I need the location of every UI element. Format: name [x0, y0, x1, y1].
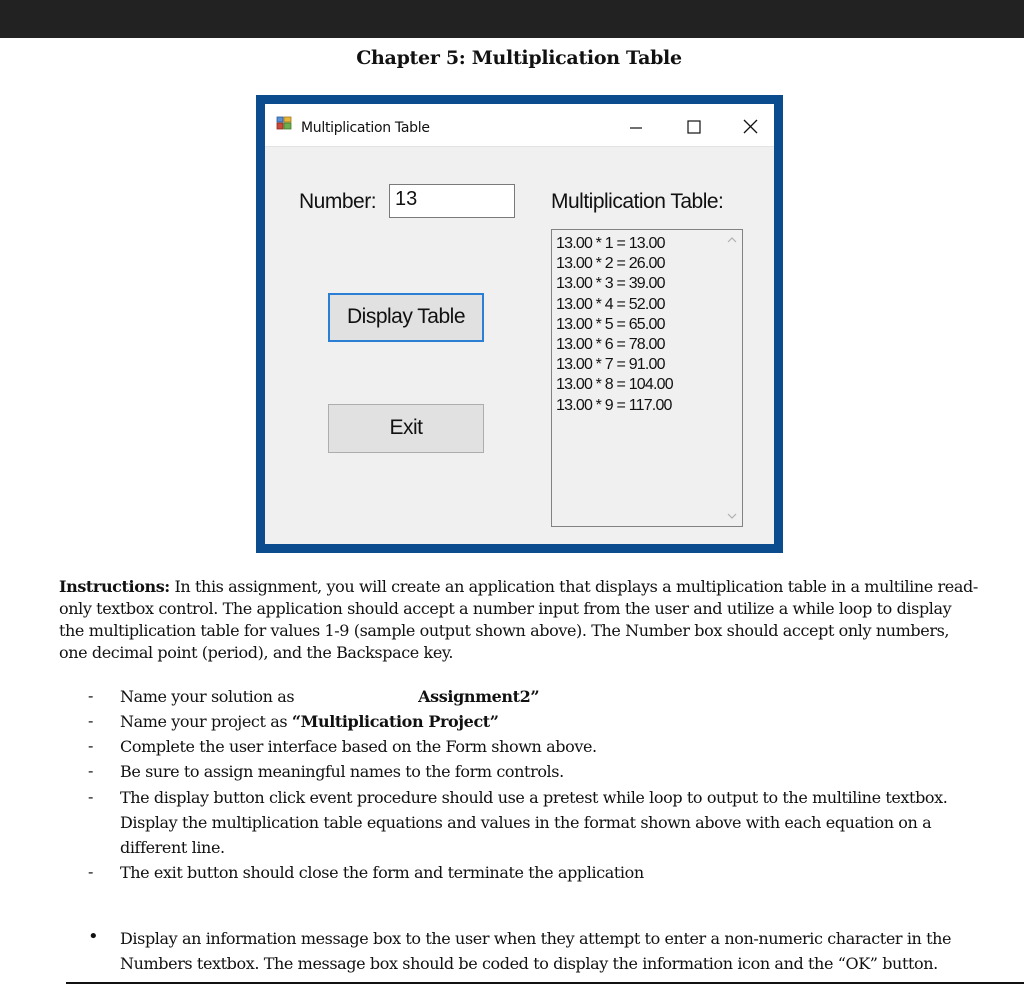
dash-marker: -: [88, 787, 94, 806]
display-table-button[interactable]: Display Table: [328, 293, 484, 342]
requirement-item: The exit button should close the form and terminate the application: [120, 863, 644, 882]
close-icon[interactable]: [736, 114, 766, 140]
bullet-dot: •: [88, 926, 99, 947]
instructions-paragraph: [59, 576, 979, 664]
instructions-body: In this assignment, you will create an application that displays a multiplication table in a multiline read-only textbox control. The application should accept a number input from the user and utilize a while loop to display the multiplication table for values 1-9 (sample output shown above). The Number box should accept only numbers, one decimal point (period), and the Backspace key.: [59, 577, 978, 662]
number-label: Number:: [299, 190, 377, 213]
top-bar: [0, 0, 1024, 38]
output-lines: [556, 234, 673, 416]
output-line: 13.00 * 6 = 78.00: [556, 336, 665, 354]
requirement-item: Complete the user interface based on the Form shown above.: [120, 737, 597, 756]
minimize-icon[interactable]: [621, 114, 651, 140]
output-line: 13.00 * 5 = 65.00: [556, 315, 665, 333]
output-line: 13.00 * 2 = 26.00: [556, 255, 665, 273]
scroll-up-icon[interactable]: [727, 236, 737, 244]
requirement-item: The display button click event procedure should use a pretest while loop to output to the multiline textbox. Display the multiplication table equations and values in the format shown above with each equation on a different line.: [120, 788, 948, 857]
scroll-down-icon[interactable]: [727, 512, 737, 520]
output-line: 13.00 * 3 = 39.00: [556, 275, 665, 293]
instructions-heading: Instructions:: [59, 577, 170, 596]
document-title: Chapter 5: Multiplication Table: [356, 47, 682, 69]
solution-prefix: Name your solution as: [120, 687, 295, 706]
app-icon: [276, 115, 292, 131]
maximize-icon[interactable]: [679, 114, 709, 140]
output-line: 13.00 * 7 = 91.00: [556, 356, 665, 374]
solution-name: Assignment2”: [418, 687, 540, 706]
requirement-solution-name: [120, 684, 990, 709]
dash-marker: -: [88, 711, 94, 730]
bullet-note: Display an information message box to the user when they attempt to enter a non-numeric character in the Numbers textbox. The message box should be coded to display the information icon and the “OK” button.: [120, 929, 952, 973]
number-input[interactable]: 13: [389, 184, 515, 218]
window-title: Multiplication Table: [301, 120, 430, 136]
output-line: 13.00 * 8 = 104.00: [556, 376, 673, 394]
multiplication-output-textbox[interactable]: [551, 229, 743, 527]
output-line: 13.00 * 9 = 117.00: [556, 396, 672, 414]
requirement-project-name: [120, 709, 990, 734]
form-window: [256, 95, 783, 553]
project-name: “Multiplication Project”: [291, 712, 499, 731]
dash-marker: -: [88, 862, 94, 881]
dash-marker: -: [88, 686, 94, 705]
output-line: 13.00 * 1 = 13.00: [556, 235, 665, 252]
project-prefix: Name your project as: [120, 712, 288, 731]
multiplication-table-label: Multiplication Table:: [551, 190, 724, 213]
exit-button[interactable]: Exit: [328, 404, 484, 453]
dash-marker: -: [88, 761, 94, 780]
output-line: 13.00 * 4 = 52.00: [556, 295, 665, 313]
requirement-item: Be sure to assign meaningful names to the form controls.: [120, 762, 564, 781]
window-titlebar[interactable]: [265, 104, 774, 147]
dash-marker: -: [88, 736, 94, 755]
